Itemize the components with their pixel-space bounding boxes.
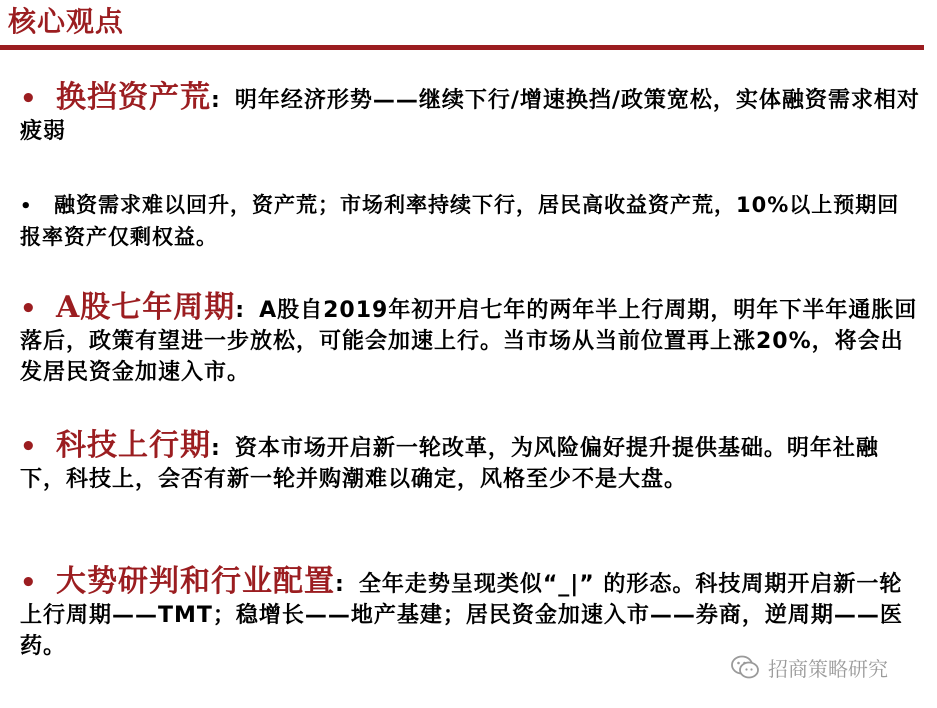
point-4-colon: : <box>335 572 345 597</box>
watermark-text: 招商策略研究 <box>768 656 888 681</box>
point-2-heading: A股七年周期 <box>56 290 236 325</box>
point-3 <box>20 430 920 495</box>
point-2-text: A股自2019年初开启七年的两年半上行周期，明年下半年通胀回落后，政策有望进一步放松，可能会加速上行。当市场从当前位置再上涨20%，将会出发居民资金加速入市。 <box>20 298 918 385</box>
point-4-text: 全年走势呈现类似“_|” 的形态。科技周期开启新一轮上行周期——TMT；稳增长——地产基建；居民资金加速入市——券商，逆周期——医药。 <box>20 572 903 659</box>
bullet-icon: • <box>20 294 38 324</box>
point-4 <box>20 566 920 662</box>
point-4-heading: 大势研判和行业配置 <box>56 564 335 599</box>
point-1-colon: : <box>211 88 221 113</box>
point-3-text: 资本市场开启新一轮改革，为风险偏好提升提供基础。明年社融下，科技上，会否有新一轮并购潮难以确定，风格至少不是大盘。 <box>20 436 879 492</box>
bullet-icon: • <box>20 568 38 598</box>
wechat-icon <box>730 654 760 680</box>
point-1-subpoint-text: 融资需求难以回升，资产荒；市场利率持续下行，居民高收益资产荒，10%以上预期回报率资产仅剩权益。 <box>20 193 900 249</box>
point-1-heading: 换挡资产荒 <box>56 80 211 115</box>
bullet-icon: • <box>20 432 38 462</box>
bullet-icon: • <box>20 84 38 114</box>
point-3-heading: 科技上行期 <box>56 428 211 463</box>
point-3-colon: : <box>211 436 221 461</box>
page-title: 核心观点 <box>8 5 125 38</box>
title-divider <box>0 45 924 50</box>
point-1 <box>20 82 920 147</box>
point-1-subpoint <box>20 190 920 253</box>
bullet-icon: • <box>20 196 33 217</box>
wechat-watermark <box>730 650 888 684</box>
point-1-text: 明年经济形势——继续下行/增速换挡/政策宽松，实体融资需求相对疲弱 <box>20 88 920 144</box>
point-2 <box>20 292 920 388</box>
point-2-colon: : <box>235 298 246 323</box>
